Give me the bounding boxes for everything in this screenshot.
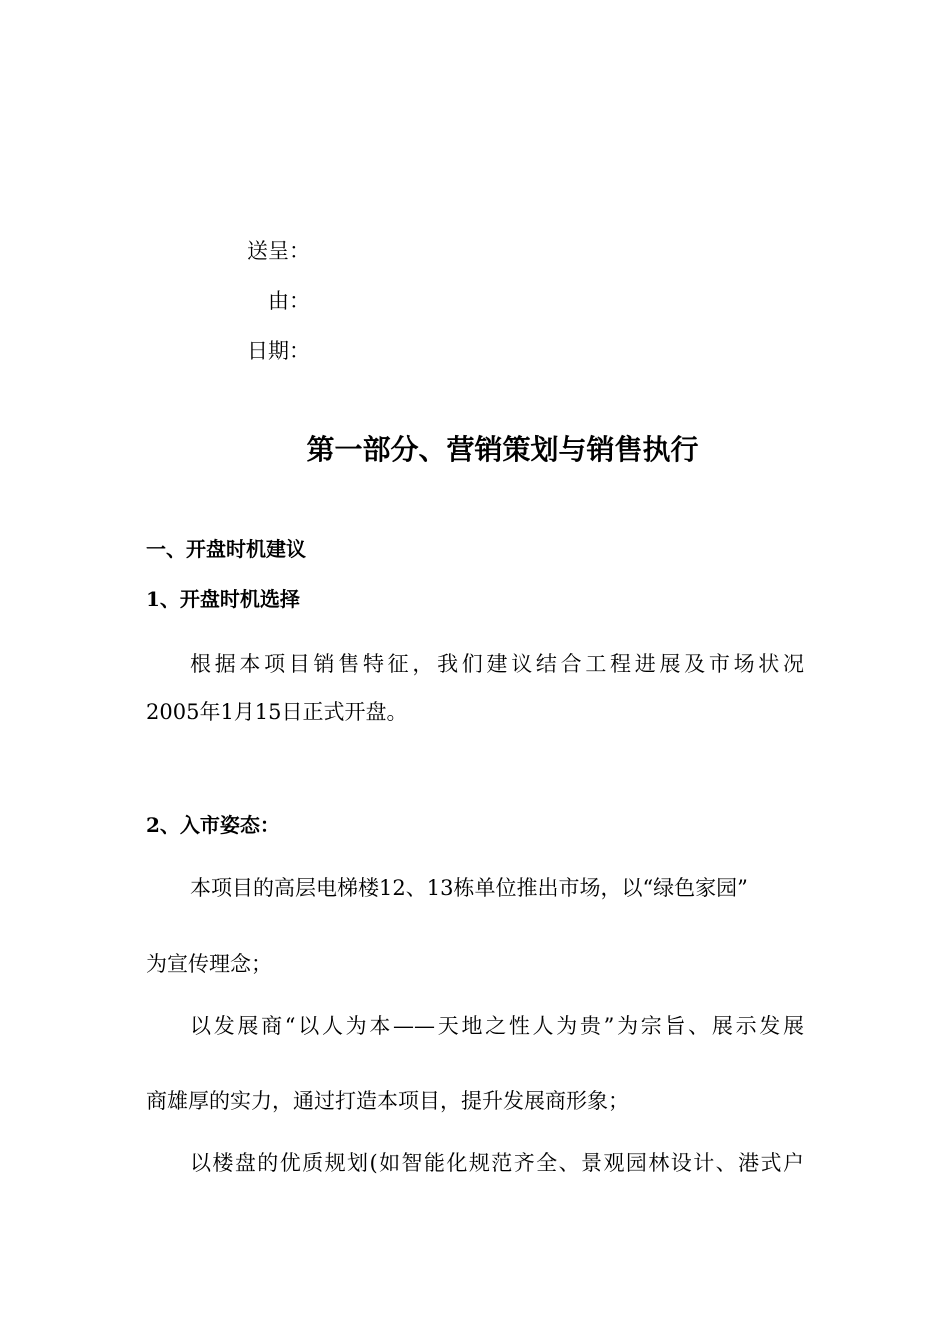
to-label: 送呈： (247, 239, 310, 263)
paragraph-line: 以楼盘的优质规划(如智能化规范齐全、景观园林设计、港式户 (190, 1151, 804, 1175)
paragraph-line: 本项目的高层电梯楼12、13栋单位推出市场，以“绿色家园” (190, 876, 748, 900)
subsection-heading-opening-time: 1、开盘时机选择 (146, 587, 300, 611)
paragraph-line: 为宣传理念； (146, 952, 272, 976)
paragraph-line: 商雄厚的实力，通过打造本项目，提升发展商形象； (146, 1089, 629, 1113)
by-label: 由： (268, 289, 310, 313)
page-title: 第一部分、营销策划与销售执行 (306, 433, 699, 466)
subsection-heading-market-entry: 2、入市姿态： (146, 813, 280, 837)
date-label: 日期： (247, 339, 310, 363)
paragraph-line: 以发展商“以人为本——天地之性人为贵”为宗旨、展示发展 (190, 1014, 804, 1038)
paragraph-line: 根据本项目销售特征，我们建议结合工程进展及市场状况 (190, 652, 804, 676)
section-heading: 一、开盘时机建议 (146, 537, 306, 561)
paragraph-line: 2005年1月15日正式开盘。 (146, 700, 408, 724)
